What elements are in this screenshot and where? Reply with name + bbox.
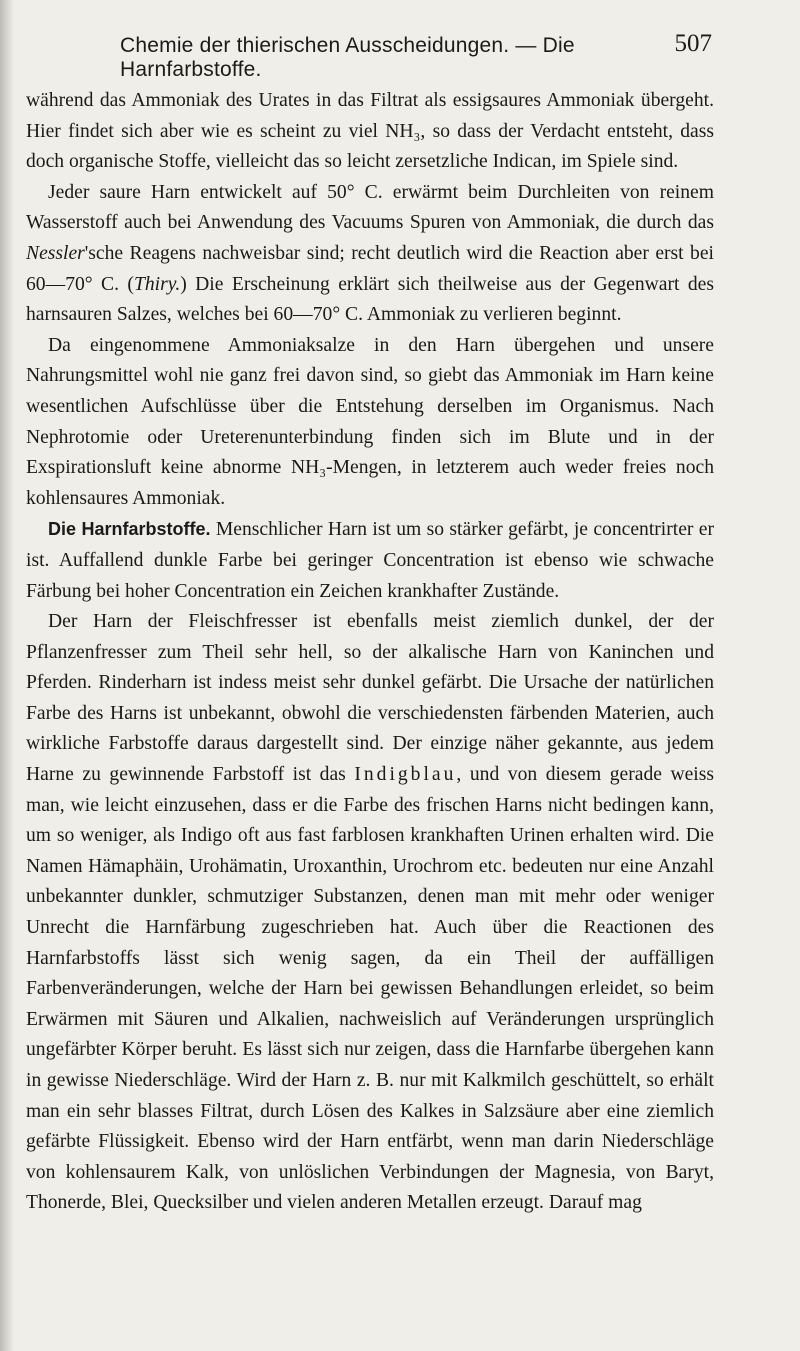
paragraph-saurer-harn — [26, 178, 714, 331]
paragraph-fleischfresser — [26, 607, 714, 1219]
text-run: Der Harn der Fleischfresser ist ebenfalls meist ziemlich dunkel, der der Pflanzenfresser zum Theil sehr hell, so der alkalische Harn von Kaninchen und Pferden. Rinderharn ist indess meist sehr dunkel gefärbt. Die Ursache der natürlichen Farbe des Harns ist unbekannt, obwohl die verschiedensten färbenden Materien, auch wirkliche Farbstoffe daraus dargestellt sind. Der einzige näher gekannte, aus jedem Harne zu gewinnende Farbstoff ist das — [26, 611, 714, 786]
paragraph-ammoniak-filtrat: während das Ammoniak des Urates in das Filtrat als essigsaures Ammoniak übergeht. Hier findet sich aber wie es scheint zu viel NH₃, so dass der Verdacht entsteht, dass doch organische Stoffe, vielleicht das so leicht zersetzliche Indican, im Spiele sind. — [26, 90, 714, 173]
text-run: 'sche Reagens nachweisbar sind; recht deutlich wird die Reaction aber erst bei 60—70° C. ( — [26, 242, 714, 295]
paragraph-ammoniaksalze: Da eingenommene Ammoniaksalze in den Harn übergehen und unsere Nahrungsmittel wohl nie ganz frei davon sind, so giebt das Ammoniak im Harn keine wesentlichen Aufschlüsse über die Entstehung derselben im Organismus. Nach Nephrotomie oder Ureterenunterbindung finden sich im Blute und in der Exspirationsluft keine abnorme NH₃-Mengen, in letzterem auch weder freies noch kohlensaures Ammoniak. — [26, 334, 714, 509]
page-gutter-shadow — [0, 0, 14, 1351]
text-run: Menschlicher Harn ist um so stärker gefärbt, je concentrirter er ist. Auffallend dunkle Farbe bei geringer Concentration ist ebenso wie schwache Färbung bei hoher Concentration ein Zeichen krankhafter Zustände. — [26, 519, 714, 602]
page-number: 507 — [674, 30, 712, 57]
body-text — [26, 86, 714, 1219]
author-name-nessler: Nessler — [26, 242, 85, 264]
author-name-thiry: Thiry. — [133, 273, 181, 295]
running-head: Chemie der thierischen Ausscheidungen. — Die Harnfarbstoffe. — [120, 34, 575, 81]
spaced-term-indigblau: Indigblau — [354, 764, 457, 786]
paragraph-harnfarbstoffe — [26, 514, 714, 607]
text-run: , und von diesem gerade weiss man, wie leicht einzusehen, dass er die Farbe des frischen Harns nicht bedingen kann, um so weniger, als Indigo oft aus fast farblosen krankhaften Urinen erhalten wird. Die Namen Hämaphäin, Urohämatin, Uroxanthin, Urochrom etc. bedeuten nur eine Anzahl unbekannter dunkler, schmutziger Substanzen, denen man mit mehr oder weniger Unrecht die Harnfärbung zugeschrieben hat. Auch über die Reactionen des Harnfarbstoffs lässt sich wenig sagen, da ein Theil der auffälligen Farbenveränderungen, welche der Harn bei gewissen Behandlungen erleidet, so beim Erwärmen mit Säuren und Alkalien, nachweislich auf Veränderungen ursprünglich ungefärbter Körper beruht. Es lässt sich nur zeigen, dass die Harnfarbe übergehen kann in gewisse Niederschläge. Wird der Harn z. B. nur mit Kalkmilch geschüttelt, so erhält man ein sehr blasses Filtrat, durch Lösen des Kalkes in Salzsäure aber eine ziemlich gefärbte Flüssigkeit. Ebenso wird der Harn entfärbt, wenn man darin Niederschläge von kohlensaurem Kalk, von unlöslichen Verbindungen der Magnesia, von Baryt, Thonerde, Blei, Quecksilber und vielen anderen Metallen erzeugt. Darauf mag — [26, 764, 715, 1214]
text-run: Jeder saure Harn entwickelt auf 50° C. erwärmt beim Durchleiten von reinem Wasserstoff auch bei Anwendung des Vacuums Spuren von Ammoniak, die durch das — [26, 181, 714, 234]
section-term-harnfarbstoffe: Die Harnfarbstoffe. — [48, 519, 211, 540]
text-run: ) Die Erscheinung erklärt sich theilweise aus der Gegenwart des harnsauren Salzes, welches bei 60—70° C. Ammoniak zu verlieren beginnt. — [26, 273, 714, 326]
